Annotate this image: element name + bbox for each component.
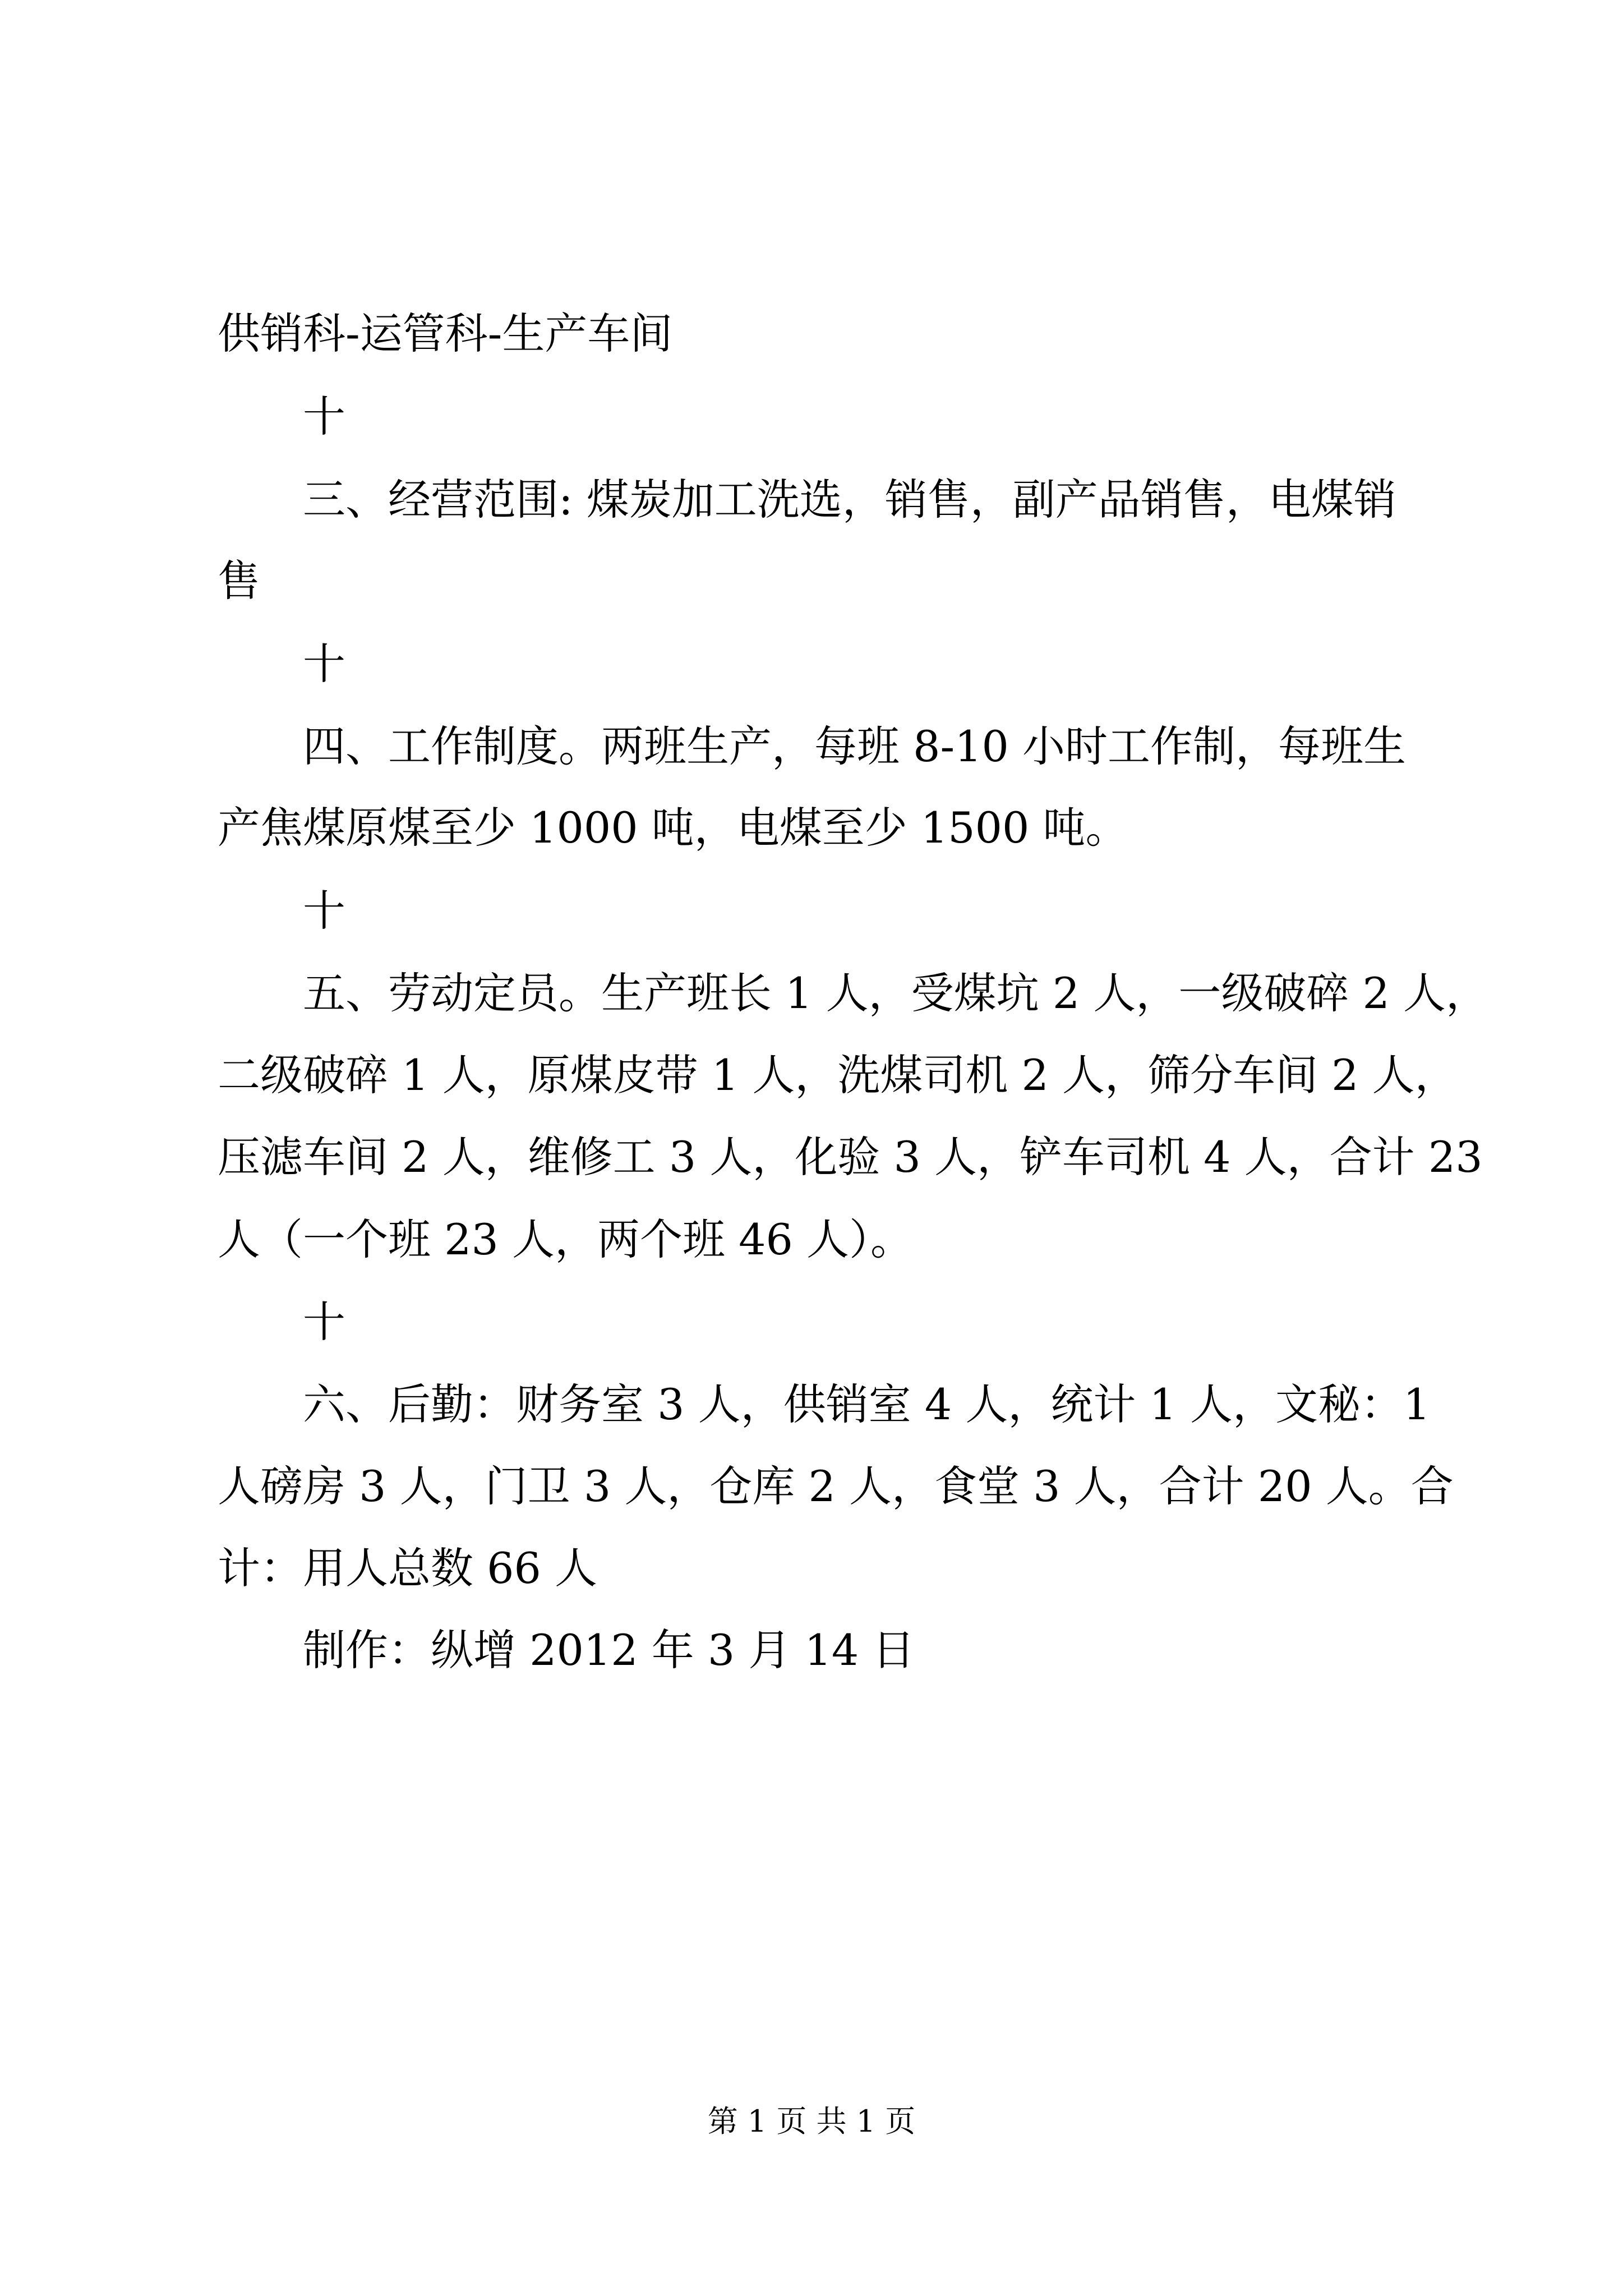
text-line-logistics: 六、后勤：财务室 3 人，供销室 4 人，统计 1 人，文秘：1 <box>303 1379 1431 1429</box>
text-line-separator: 十 <box>303 1297 345 1347</box>
text-line-work-system: 四、工作制度。两班生产，每班 8-10 小时工作制，每班生 <box>303 721 1407 771</box>
text-line-author-date: 制作：纵增 2012 年 3 月 14 日 <box>303 1625 915 1675</box>
page-footer: 第 1 页 共 1 页 <box>707 2104 916 2139</box>
text-line-staffing-cont: 压滤车间 2 人，维修工 3 人，化验 3 人，铲车司机 4 人，合计 23 <box>218 1132 1483 1182</box>
text-line-business-scope: 三、经营范围: 煤炭加工洗选，销售，副产品销售，电煤销 <box>303 475 1396 524</box>
text-line-staffing-cont: 人（一个班 23 人，两个班 46 人）。 <box>218 1214 914 1264</box>
text-line-logistics-total: 计：用人总数 66 人 <box>218 1543 598 1593</box>
text-line-work-system-cont: 产焦煤原煤至少 1000 吨，电煤至少 1500 吨。 <box>218 803 1128 853</box>
text-line-staffing-cont: 二级破碎 1 人，原煤皮带 1 人，洗煤司机 2 人，筛分车间 2 人， <box>218 1050 1458 1100</box>
text-line-staffing: 五、劳动定员。生产班长 1 人，受煤坑 2 人，一级破碎 2 人， <box>303 968 1489 1018</box>
text-line-department-chain: 供销科-运管科-生产车间 <box>218 309 673 358</box>
text-line-logistics-cont: 人磅房 3 人，门卫 3 人，仓库 2 人，食堂 3 人，合计 20 人。合 <box>218 1461 1454 1511</box>
text-line-separator: 十 <box>303 886 345 936</box>
text-line-separator: 十 <box>303 392 345 441</box>
text-line-business-scope-cont: 售 <box>218 556 260 606</box>
text-line-separator: 十 <box>303 639 345 689</box>
